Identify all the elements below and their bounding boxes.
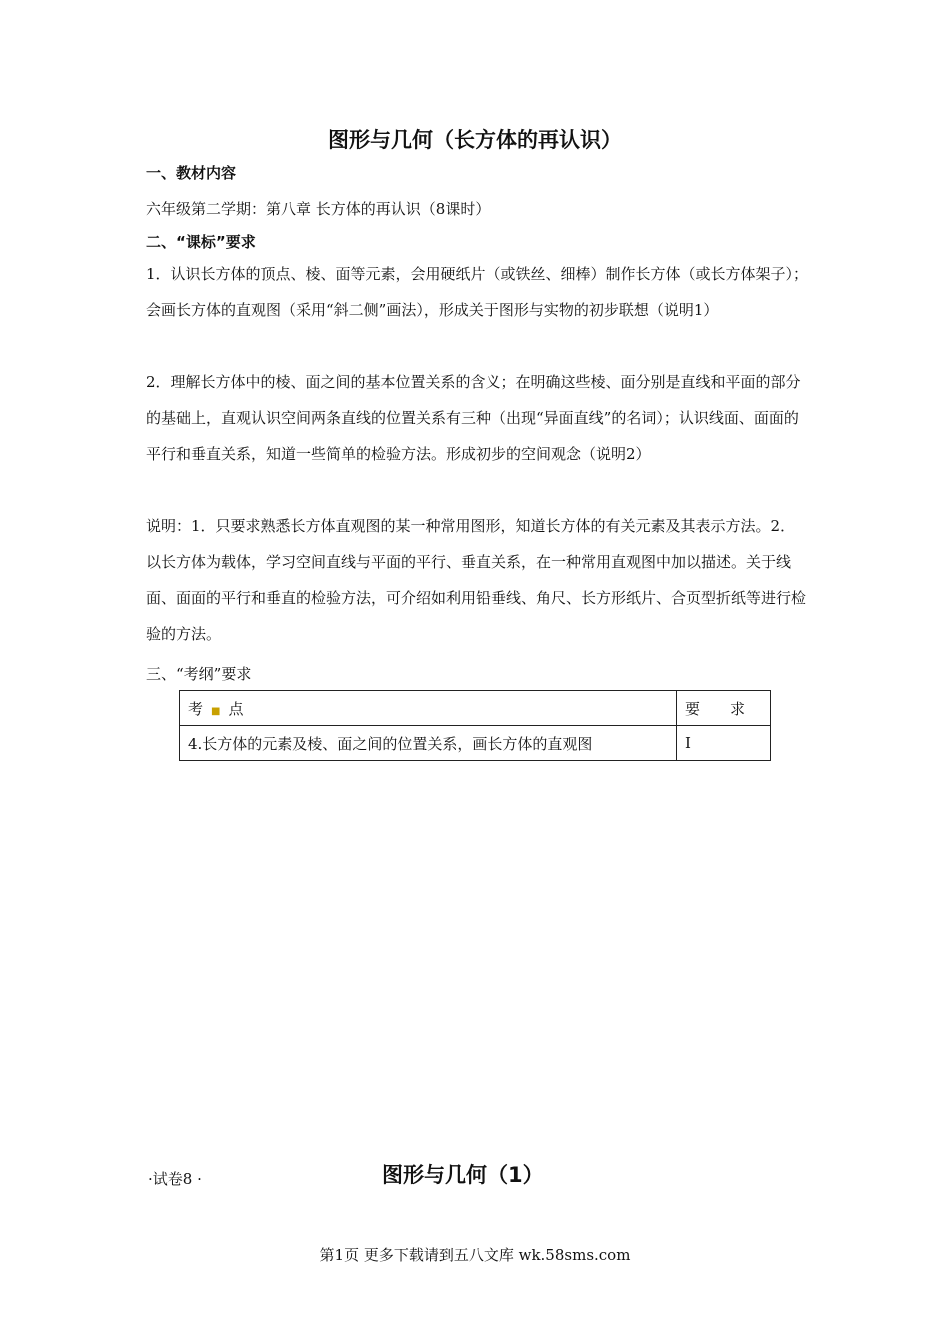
header-point-b: 点: [228, 699, 244, 718]
table-header-row: [180, 691, 771, 726]
requirements-table: [179, 690, 771, 761]
explanation-note: 说明：1．只要求熟悉长方体直观图的某一种常用图形，知道长方体的有关元素及其表示方法。2．以长方体为载体，学习空间直线与平面的平行、垂直关系，在一种常用直观图中加以描述。关于线面、面面的平行和垂直的检验方法，可介绍如利用铅垂线、角尺、长方形纸片、合页型折纸等进行检验的方法。: [146, 517, 807, 643]
dot-mark-icon: ■: [211, 705, 221, 717]
row-requirement-cell: I: [677, 726, 771, 761]
header-point-a: 考: [188, 699, 204, 718]
exam-label: ·试卷8 ·: [148, 1170, 202, 1188]
page-title: 图形与几何（长方体的再认识）: [328, 128, 622, 152]
table-row: [180, 726, 771, 761]
requirement-item-1: 1．认识长方体的顶点、棱、面等元素，会用硬纸片（或铁丝、细棒）制作长方体（或长方体架子）；会画长方体的直观图（采用“斜二侧”画法），形成关于图形与实物的初步联想（说明1）: [146, 265, 809, 319]
header-point-cell: [180, 691, 677, 726]
page-footer: 第1页 更多下载请到五八文库 wk.58sms.com: [319, 1246, 631, 1264]
section-1-text: 六年级第二学期：第八章 长方体的再认识（8课时）: [146, 200, 491, 218]
footer-title: 图形与几何（1）: [382, 1163, 544, 1187]
section-1-heading: 一、教材内容: [146, 164, 237, 182]
section-3-heading: 三、“考纲”要求: [146, 665, 252, 683]
section-2-heading: 二、“课标”要求: [146, 233, 256, 251]
requirement-item-2: 2．理解长方体中的棱、面之间的基本位置关系的含义；在明确这些棱、面分别是直线和平面的部分的基础上，直观认识空间两条直线的位置关系有三种（出现“异面直线”的名词）；认识线面、面面的平行和垂直关系，知道一些简单的检验方法。形成初步的空间观念（说明2）: [146, 373, 801, 463]
row-point-cell: 4.长方体的元素及棱、面之间的位置关系，画长方体的直观图: [180, 726, 677, 761]
header-requirement-cell: 要 求: [677, 691, 771, 726]
